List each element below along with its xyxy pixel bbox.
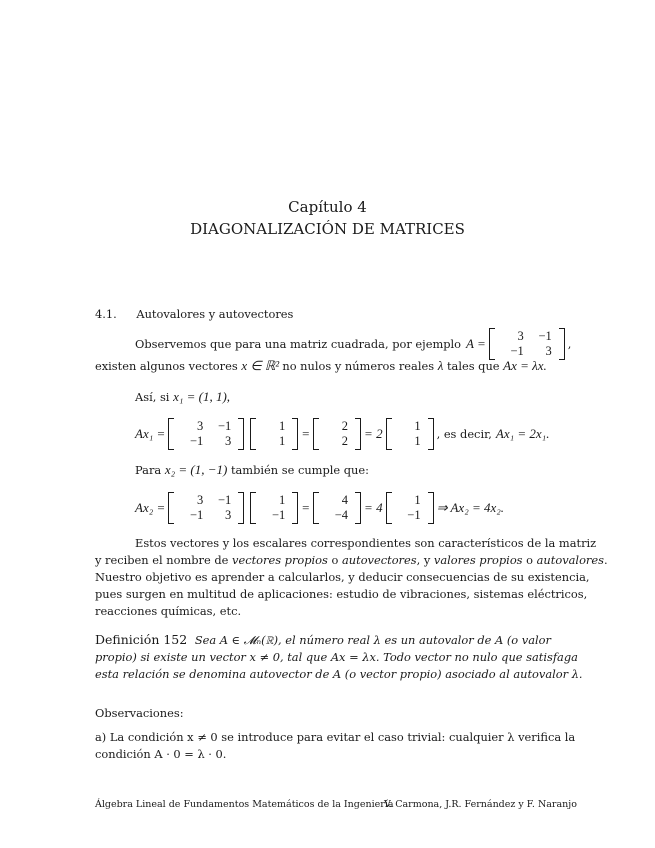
x2-def: x₂ = (1, −1) <box>164 462 228 477</box>
definition-line-1: Sea A ∈ 𝓜ₙ(ℝ), el número real λ es un autovalor de A (o valor <box>194 633 551 647</box>
para-line-3: Nuestro objetivo es aprender a calcularlos, y deducir consecuencias de su existencia, <box>95 570 590 584</box>
intro-text-2b: no nulos y números reales <box>282 359 435 373</box>
asi-text: Así, si <box>135 390 170 404</box>
para-line-5: reacciones químicas, etc. <box>95 604 242 618</box>
term-valores-propios: valores propios <box>433 553 523 567</box>
intro-text-2c: tales que <box>446 359 500 373</box>
section-heading <box>95 306 293 323</box>
term-vectores-propios: vectores propios <box>232 553 328 567</box>
asi-line <box>135 388 230 406</box>
intro-comma: , <box>567 337 572 351</box>
section-number: 4.1. <box>95 307 117 321</box>
equation-2 <box>135 490 504 526</box>
para-x2-text1: Para <box>135 463 162 477</box>
chapter-title: DIAGONALIZACIÓN DE MATRICES <box>190 220 465 238</box>
intro-x-in-R2: x ∈ ℝ² <box>241 358 283 373</box>
eq2-lhs: Ax₂ = <box>135 500 166 515</box>
eq1-equals-2: = 2 <box>364 426 383 441</box>
eq1-equals: = <box>301 426 311 441</box>
observacion-a-line-2: condición A · 0 = λ · 0. <box>95 747 227 761</box>
eq1-vector-2: 2 2 <box>313 418 361 450</box>
observacion-a-line-1: a) La condición x ≠ 0 se introduce para evitar el caso trivial: cualquier λ verifica la <box>95 730 576 744</box>
term-autovectores: autovectores <box>342 553 417 567</box>
x1-def: x₁ = (1, 1), <box>173 389 231 404</box>
eq2-vector-3: 1 −1 <box>386 492 434 524</box>
matrix-A-label: A = <box>466 336 486 351</box>
matrix-A: 3 −1 −1 3 <box>489 328 565 360</box>
intro-line-1 <box>135 328 571 360</box>
body-paragraph <box>95 535 608 620</box>
eq1-lhs: Ax₁ = <box>135 426 166 441</box>
eq2-matrix: 3 −1 −1 3 <box>168 492 244 524</box>
eq1-tail-math: Ax₁ = 2x₁. <box>495 426 550 441</box>
eq1-vector-3: 1 1 <box>386 418 434 450</box>
intro-eq-ax-lx: Ax = λx. <box>503 358 547 373</box>
intro-lambda: λ <box>437 358 444 373</box>
para-line-4: pues surgen en multitud de aplicaciones: estudio de vibraciones, sistemas eléctricos, <box>95 587 588 601</box>
eq1-matrix: 3 −1 −1 3 <box>168 418 244 450</box>
definition-line-2: propio) si existe un vector x ≠ 0, tal que Ax = λx. Todo vector no nulo que satisfaga <box>95 650 578 664</box>
observacion-a <box>95 729 576 763</box>
observaciones-title: Observaciones: <box>95 706 184 720</box>
eq1-vector-1: 1 1 <box>250 418 298 450</box>
eq1-tail-text: , es decir, <box>436 427 492 441</box>
para-x2-text2: también se cumple que: <box>230 463 369 477</box>
para-line-2: y reciben el nombre de vectores propios o autovectores, y valores propios o autovalores. <box>95 553 608 567</box>
intro-text-2a: existen algunos vectores <box>95 359 238 373</box>
footer-left: Álgebra Lineal de Fundamentos Matemáticos de la Ingeniería <box>95 799 394 810</box>
equation-1 <box>135 416 549 452</box>
term-autovalores: autovalores <box>536 553 604 567</box>
eq2-equals-2: = 4 <box>364 500 383 515</box>
eq2-vector-2: 4 −4 <box>313 492 361 524</box>
para-x2-line <box>135 461 369 479</box>
chapter-label: Capítulo 4 <box>288 198 367 216</box>
intro-text-1: Observemos que para una matriz cuadrada, por ejemplo <box>135 337 462 351</box>
eq2-tail: ⇒ Ax₂ = 4x₂. <box>436 500 505 515</box>
section-title: Autovalores y autovectores <box>136 307 294 321</box>
eq2-vector-1: 1 −1 <box>250 492 298 524</box>
definition-152 <box>95 631 583 683</box>
para-line-1: Estos vectores y los escalares correspondientes son característicos de la matriz <box>135 536 597 550</box>
eq2-equals: = <box>301 500 311 515</box>
definition-label: Definición 152 <box>95 632 188 647</box>
footer-right: V. Carmona, J.R. Fernández y F. Naranjo <box>384 799 577 810</box>
intro-line-2 <box>95 357 547 375</box>
definition-line-3: esta relación se denomina autovector de A (o vector propio) asociado al autovalor λ. <box>95 667 583 681</box>
